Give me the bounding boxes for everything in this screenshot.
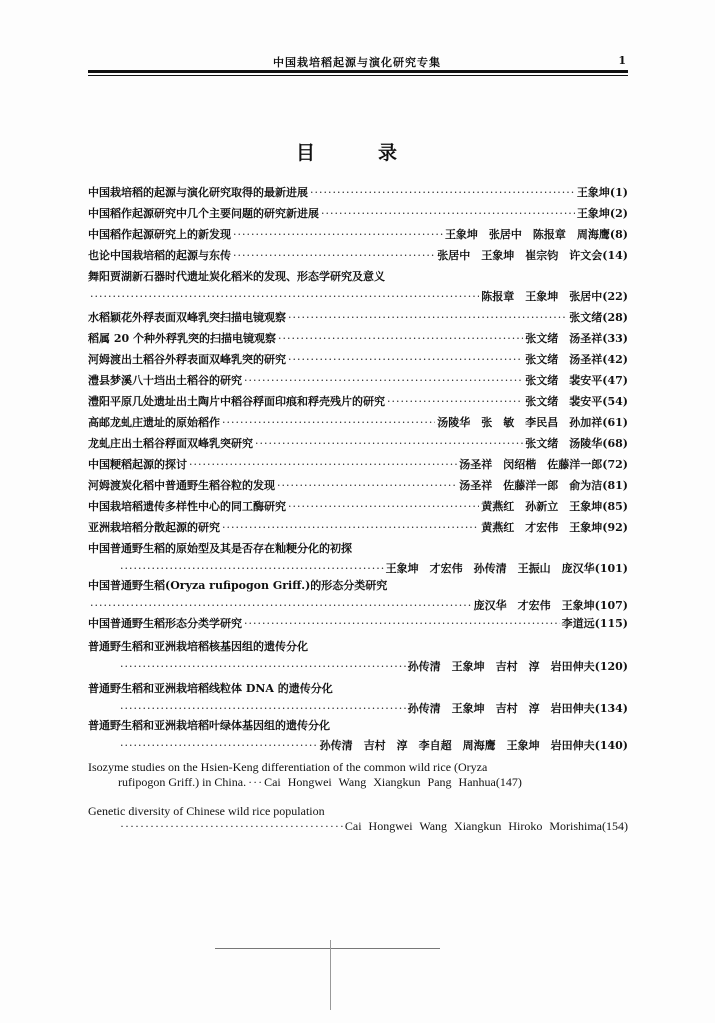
- toc-entry[interactable]: [88, 579, 628, 613]
- leader-dots: [120, 660, 406, 674]
- toc-entry[interactable]: [88, 719, 628, 753]
- toc-entry-title: 河姆渡出土稻谷外稃表面双峰乳突的研究: [88, 353, 286, 366]
- fold-mark: [330, 940, 331, 1010]
- toc-entry[interactable]: [88, 228, 628, 242]
- running-header-title: 中国栽培稻起源与演化研究专集: [273, 56, 441, 69]
- leader-dots: [233, 228, 443, 242]
- toc-entry-authors: 张文绪 裴安平(54): [525, 395, 628, 408]
- leader-dots: [222, 521, 479, 535]
- toc-entry-title: 舞阳贾湖新石器时代遗址炭化稻米的发现、形态学研究及意义: [88, 270, 385, 283]
- page-number: 1: [618, 54, 626, 67]
- toc-entry-authors: 汤陵华 张 敏 李民昌 孙加祥(61): [437, 416, 628, 429]
- toc-entry-authors: 汤圣祥 闵绍楷 佐藤洋一郎(72): [459, 458, 628, 471]
- header-rule-thin: [88, 75, 628, 76]
- toc-entry-title: 澧县梦溪八十垱出土稻谷的研究: [88, 374, 242, 387]
- toc-entry-title: 中国栽培稻遗传多样性中心的同工酶研究: [88, 500, 286, 513]
- toc-entry-title: Genetic diversity of Chinese wild rice population: [88, 804, 325, 818]
- toc-entry-title-cont: rufipogon Griff.) in China.: [118, 775, 247, 789]
- toc-entry[interactable]: [88, 353, 628, 367]
- toc-entry-authors: 庞汉华 才宏伟 王象坤(107): [473, 599, 628, 612]
- toc-entry-authors: Cai Hongwei Wang Xiangkun Pang Hanhua(147): [264, 775, 522, 789]
- toc-entry-english[interactable]: [88, 804, 628, 833]
- toc-entry[interactable]: [88, 458, 628, 472]
- toc-entry-authors: 汤圣祥 佐藤洋一郎 俞为洁(81): [459, 479, 628, 492]
- toc-entry[interactable]: [88, 395, 628, 409]
- toc-entry-authors: 王象坤 才宏伟 孙传清 王振山 庞汉华(101): [385, 562, 628, 575]
- header-rule-thick: [88, 70, 628, 73]
- leader-dots: [120, 562, 384, 576]
- toc-entry-title: 澧阳平原几处遗址出土陶片中稻谷稃面印痕和稃壳残片的研究: [88, 395, 385, 408]
- toc-entry[interactable]: [88, 500, 628, 514]
- toc-entry[interactable]: [88, 332, 628, 346]
- toc-entry[interactable]: [88, 207, 628, 221]
- toc-entry-authors: 张居中 王象坤 崔宗钧 许文会(14): [437, 249, 628, 262]
- leader-dots: [120, 702, 406, 716]
- toc-entry-title: 高邮龙虬庄遗址的原始稻作: [88, 416, 220, 429]
- toc-entry[interactable]: [88, 682, 628, 716]
- toc-entry-authors: 张文绪(28): [569, 311, 628, 324]
- toc-entry-title: 亚洲栽培稻分散起源的研究: [88, 521, 220, 534]
- toc-entry-authors: 张文绪 汤陵华(68): [525, 437, 628, 450]
- leader-dots: [321, 207, 575, 221]
- toc-entry-authors: 孙传清 吉村 淳 李自超 周海鹰 王象坤 岩田伸夫(140): [319, 739, 628, 752]
- toc-entry-title: 河姆渡炭化稻中普通野生稻谷粒的发现: [88, 479, 275, 492]
- toc-entry-authors: 黄燕红 才宏伟 王象坤(92): [481, 521, 628, 534]
- toc-entry[interactable]: [88, 311, 628, 325]
- toc-title: 目 录: [295, 142, 419, 164]
- toc-entry-authors: 张文绪 汤圣祥(33): [525, 332, 628, 345]
- toc-entry-authors: 孙传清 王象坤 吉村 淳 岩田伸夫(120): [407, 660, 628, 673]
- toc-entry-title: 普通野生稻和亚洲栽培稻核基因组的遗传分化: [88, 640, 308, 653]
- toc-entry-title: 也论中国栽培稻的起源与东传: [88, 249, 231, 262]
- toc-entry[interactable]: [88, 542, 628, 576]
- leader-dots: [244, 617, 560, 631]
- toc-entry-authors: 王象坤(2): [576, 207, 628, 220]
- leader-dots: [248, 775, 262, 789]
- toc-entry-authors: 王象坤 张居中 陈报章 周海鹰(8): [444, 228, 628, 241]
- running-header: [88, 54, 626, 68]
- toc-entry-authors: Cai Hongwei Wang Xiangkun Hiroko Morishima(154): [344, 819, 628, 833]
- leader-dots: [222, 416, 435, 430]
- toc-entry-title: 水稻颖花外稃表面双峰乳突扫描电镜观察: [88, 311, 286, 324]
- toc-entry-title: 稻属 20 个种外稃乳突的扫描电镜观察: [88, 332, 276, 345]
- toc-entry-title: 中国普通野生稻(Oryza rufipogon Griff.)的形态分类研究: [88, 579, 388, 592]
- leader-dots: [277, 479, 457, 493]
- toc-entry-authors: 李道远(115): [561, 617, 628, 630]
- footer-rule: [215, 948, 440, 949]
- toc-entry[interactable]: [88, 374, 628, 388]
- leader-dots: [90, 599, 472, 613]
- toc-entry-title: 中国稻作起源研究中几个主要问题的研究新进展: [88, 207, 319, 220]
- toc-entry-title: 中国普通野生稻的原始型及其是否存在籼粳分化的初探: [88, 542, 352, 555]
- leader-dots: [120, 819, 343, 833]
- leader-dots: [189, 458, 457, 472]
- leader-dots: [255, 437, 523, 451]
- leader-dots: [288, 353, 523, 367]
- leader-dots: [387, 395, 523, 409]
- toc-entry[interactable]: [88, 249, 628, 263]
- leader-dots: [288, 311, 567, 325]
- toc-entry[interactable]: [88, 479, 628, 493]
- leader-dots: [278, 332, 523, 346]
- leader-dots: [288, 500, 479, 514]
- toc-entry-authors: 张文绪 汤圣祥(42): [525, 353, 628, 366]
- toc-entry-title: 中国栽培稻的起源与演化研究取得的最新进展: [88, 186, 308, 199]
- toc-entry[interactable]: [88, 521, 628, 535]
- toc-entry-title: 中国普通野生稻形态分类学研究: [88, 617, 242, 630]
- toc-entry[interactable]: [88, 186, 628, 200]
- leader-dots: [310, 186, 575, 200]
- toc-entry-title: 中国粳稻起源的探讨: [88, 458, 187, 471]
- leader-dots: [233, 249, 435, 263]
- toc-entry-authors: 孙传清 王象坤 吉村 淳 岩田伸夫(134): [407, 702, 628, 715]
- toc-entry-title: 中国稻作起源研究上的新发现: [88, 228, 231, 241]
- toc-entry-authors: 陈报章 王象坤 张居中(22): [481, 290, 628, 303]
- leader-dots: [90, 290, 479, 304]
- toc-entry[interactable]: [88, 270, 628, 304]
- leader-dots: [244, 374, 523, 388]
- toc-entry-title: 普通野生稻和亚洲栽培稻叶绿体基因组的遗传分化: [88, 719, 330, 732]
- toc-entry-authors: 黄燕红 孙新立 王象坤(85): [481, 500, 628, 513]
- toc-entry-english[interactable]: [88, 760, 628, 789]
- toc-entry[interactable]: [88, 640, 628, 674]
- toc-entry-authors: 张文绪 裴安平(47): [525, 374, 628, 387]
- leader-dots: [120, 739, 318, 753]
- toc-entry-authors: 王象坤(1): [576, 186, 628, 199]
- toc-entry[interactable]: [88, 617, 628, 631]
- toc-entry[interactable]: [88, 416, 628, 430]
- toc-entry-title: 龙虬庄出土稻谷稃面双峰乳突研究: [88, 437, 253, 450]
- toc-entry[interactable]: [88, 437, 628, 451]
- toc-entry-title: Isozyme studies on the Hsien-Keng differentiation of the common wild rice (Oryza: [88, 760, 488, 774]
- toc-entry-title: 普通野生稻和亚洲栽培稻线粒体 DNA 的遗传分化: [88, 682, 333, 695]
